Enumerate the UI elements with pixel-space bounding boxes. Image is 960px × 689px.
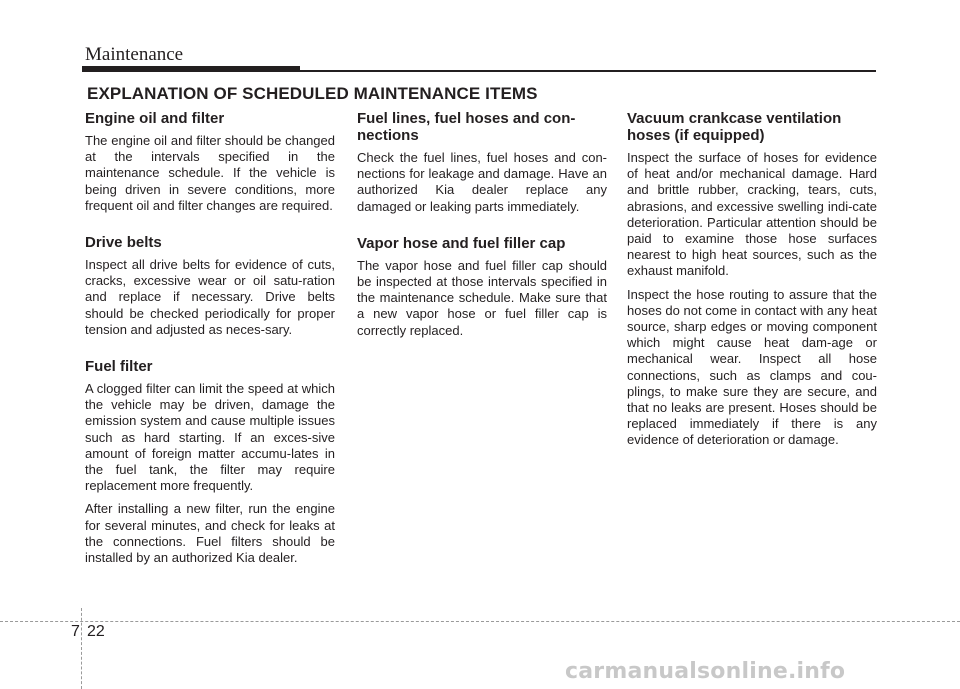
heading-fuel-lines: Fuel lines, fuel hoses and con-nections (357, 110, 576, 144)
paragraph-vacuum-hoses-1: Inspect the surface of hoses for evidence of heat and/or mechanical damage. Hard and brittle rubber, cracking, tears, cuts, abrasions, and excessive swelling indi-cate deterioration. Particular attention should be paid to examine those hose surfaces nearest to high heat sources, such as the exhaust manifold. (627, 150, 877, 279)
column-2 (357, 110, 607, 346)
header-title: Maintenance (85, 44, 184, 65)
heading-vapor-hose: Vapor hose and fuel filler cap (357, 234, 566, 252)
chapter-number: 7 (71, 623, 80, 640)
heading-vacuum-hoses: Vacuum crankcase ventilation hoses (if equipped) (627, 110, 842, 144)
paragraph-engine-oil: The engine oil and filter should be changed at the intervals specified in the maintenance schedule. If the vehicle is being driven in severe conditions, more frequent oil and filter changes are required. (85, 133, 335, 213)
paragraph-drive-belts: Inspect all drive belts for evidence of cuts, cracks, excessive wear or oil satu-ration and replace if necessary. Drive belts should be checked periodically for proper tension and adjusted as neces-sary. (85, 257, 335, 337)
footer-rule (0, 621, 960, 622)
paragraph-vacuum-hoses-2: Inspect the hose routing to assure that the hoses do not come in contact with any heat source, sharp edges or moving component which might cause heat dam-age or mechanical wear. Inspect all hose connections, such as clamps and cou-plings, to make sure they are secure, and that no leaks are present. Hoses should be replaced immediately if there is any evidence of deterioration or damage. (627, 286, 877, 448)
header-bar-thick (82, 66, 300, 72)
page-number: 22 (87, 623, 105, 640)
heading-fuel-filter: Fuel filter (85, 358, 153, 376)
heading-engine-oil: Engine oil and filter (85, 110, 225, 127)
heading-drive-belts: Drive belts (85, 234, 162, 252)
paragraph-fuel-filter-1: A clogged filter can limit the speed at which the vehicle may be driven, damage the emission system and cause multiple issues such as hard starting. If an exces-sive amount of foreign matter accumu-lates in the fuel tank, the filter may require replacement more frequently. (85, 381, 335, 494)
paragraph-fuel-filter-2: After installing a new filter, run the engine for several minutes, and check for leaks at the connections. Fuel filters should be installed by an authorized Kia dealer. (85, 501, 335, 566)
column-3 (627, 110, 877, 456)
page-divider (81, 608, 82, 689)
paragraph-fuel-lines: Check the fuel lines, fuel hoses and con-nections for leakage and damage. Have an authorized Kia dealer replace any damaged or leaking parts immediately. (357, 150, 607, 214)
section-title: EXPLANATION OF SCHEDULED MAINTENANCE ITEMS (87, 84, 538, 103)
watermark: carmanualsonline.info (565, 659, 846, 684)
column-1 (85, 110, 335, 573)
paragraph-vapor-hose: The vapor hose and fuel filler cap should be inspected at those intervals specified in the maintenance schedule. Make sure that a new vapor hose or fuel filler cap is correctly replaced. (357, 257, 607, 338)
header-rule (300, 70, 876, 72)
